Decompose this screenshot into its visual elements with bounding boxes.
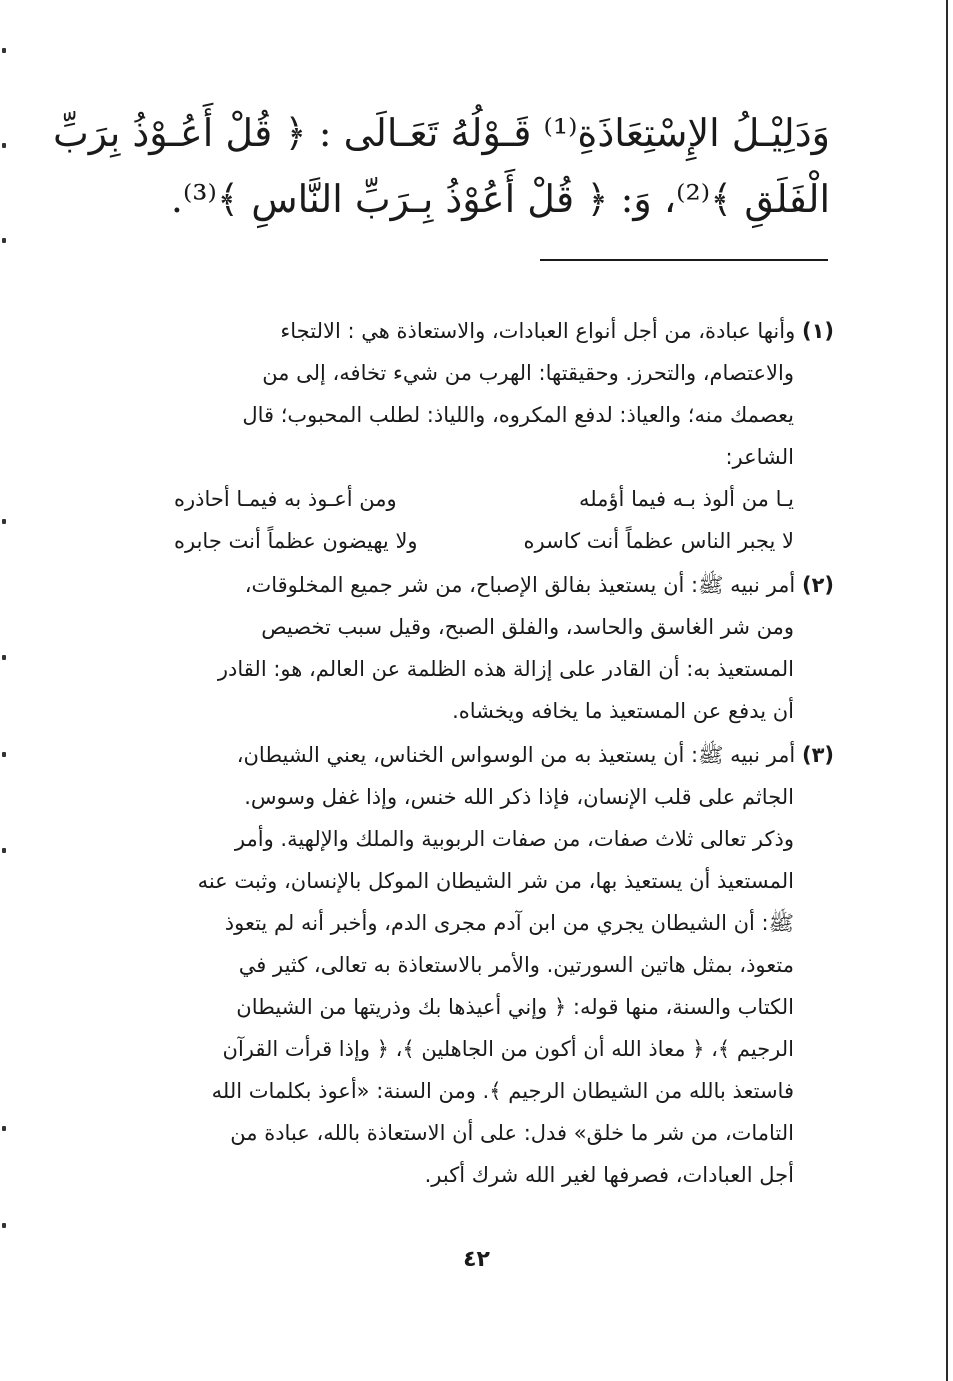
scan-speck <box>2 143 6 148</box>
footnote-number: (١) <box>801 319 834 343</box>
scan-speck <box>2 1126 6 1131</box>
footnote-line: فاستعذ بالله من الشيطان الرجيم ﴾. ومن السنة: «أعوذ بكلمات الله <box>211 1079 794 1103</box>
scan-speck <box>2 848 6 853</box>
footnote-line: الكتاب والسنة، منها قوله: ﴿ وإني أعيذها بك وذريتها من الشيطان <box>236 995 794 1019</box>
main-text-line: الْفَلَقِ ﴾⁽²⁾، وَ: ﴿ قُلْ أَعُوْذُ بِـرَبِّ النَّاسِ ﴾⁽³⁾. <box>170 177 830 221</box>
page-number: ٤٢ <box>463 1247 490 1272</box>
footnote-line: الرجيم ﴾، ﴿ معاذ الله أن أكون من الجاهلين ﴾، ﴿ وإذا قرأت القرآن <box>222 1037 794 1061</box>
footnote-line: وذكر تعالى ثلاث صفات، من صفات الربوبية والملك والإلهية. وأمر <box>234 827 794 851</box>
footnote-line: المستعيذ أن يستعيذ بها، من شر الشيطان الموكل بالإنسان، وثبت عنه <box>197 869 794 893</box>
footnote-number: (٢) <box>801 573 834 597</box>
scan-speck <box>2 655 6 660</box>
footnote-line: والاعتصام، والتحرز. وحقيقتها: الهرب من شيء تخافه، إلى من <box>262 361 794 385</box>
footnote-line: أجل العبادات، فصرفها لغير الله شرك أكبر. <box>424 1163 794 1187</box>
footnote-line: ﷺ: أن الشيطان يجري من ابن آدم مجرى الدم، وأخبر أنه لم يتعوذ <box>224 911 794 935</box>
main-text-block <box>52 100 830 232</box>
scan-edge-line <box>946 0 948 1381</box>
poem-hemistich-left: ولا يهيضون عظماً أنت جابره <box>174 529 418 553</box>
footnote-line: يعصمك منه؛ والعياذ: لدفع المكروه، واللياذ: لطلب المحبوب؛ قال <box>242 403 794 427</box>
scan-speck <box>2 752 6 757</box>
footnotes-block <box>134 310 834 1198</box>
footnote-text: وأنها عبادة، من أجل أنواع العبادات، والاستعاذة هي : الالتجاء <box>280 319 796 343</box>
footnote-text: أمر نبيه ﷺ: أن يستعيذ به من الوسواس الخناس، يعني الشيطان، <box>236 743 796 767</box>
footnote-line: الجاثم على قلب الإنسان، فإذا ذكر الله خنس، وإذا غفل وسوس. <box>244 785 794 809</box>
footnote-line: الشاعر: <box>725 445 794 469</box>
footnote-3 <box>134 734 834 1196</box>
footnote-divider <box>540 259 828 261</box>
footnote-number: (٣) <box>801 743 834 767</box>
footnote-line: ومن شر الغاسق والحاسد، والفلق الصبح، وقيل سبب تخصيص <box>261 615 794 639</box>
scan-speck <box>2 48 6 53</box>
main-text-line: وَدَلِيْـلُ الإِسْتِعَاذَةِ⁽¹⁾ قَـوْلُهُ تَعَـالَى : ﴿ قُلْ أَعُـوْذُ بِرَبِّ <box>52 111 830 155</box>
poem-verse <box>134 520 834 562</box>
footnote-line: المستعيذ به: أن القادر على إزالة هذه الظلمة عن العالم، هو: القادر <box>217 657 794 681</box>
poem-hemistich-right: يـا من ألوذ بـه فيما أؤمله <box>578 487 794 511</box>
poem-hemistich-left: ومن أعـوذ به فيمـا أحاذره <box>174 487 397 511</box>
scan-speck <box>2 519 6 524</box>
scan-speck <box>2 238 6 243</box>
footnote-1 <box>134 310 834 562</box>
footnote-text: أمر نبيه ﷺ: أن يستعيذ بفالق الإصباح، من شر جميع المخلوقات، <box>244 573 796 597</box>
footnote-line <box>134 564 834 606</box>
footnote-2 <box>134 564 834 732</box>
scan-speck <box>2 1223 6 1228</box>
footnote-line <box>134 310 834 352</box>
footnote-line <box>134 734 834 776</box>
footnote-line: التامات، من شر ما خلق» فدل: على أن الاستعاذة بالله، عبادة من <box>230 1121 794 1145</box>
poem-verse <box>134 478 834 520</box>
poem-hemistich-right: لا يجبر الناس عظماً أنت كاسره <box>523 529 794 553</box>
footnote-line: أن يدفع عن المستعيذ ما يخافه ويخشاه. <box>452 699 794 723</box>
footnote-line: متعوذ، بمثل هاتين السورتين. والأمر بالاستعاذة به تعالى، كثير في <box>238 953 794 977</box>
